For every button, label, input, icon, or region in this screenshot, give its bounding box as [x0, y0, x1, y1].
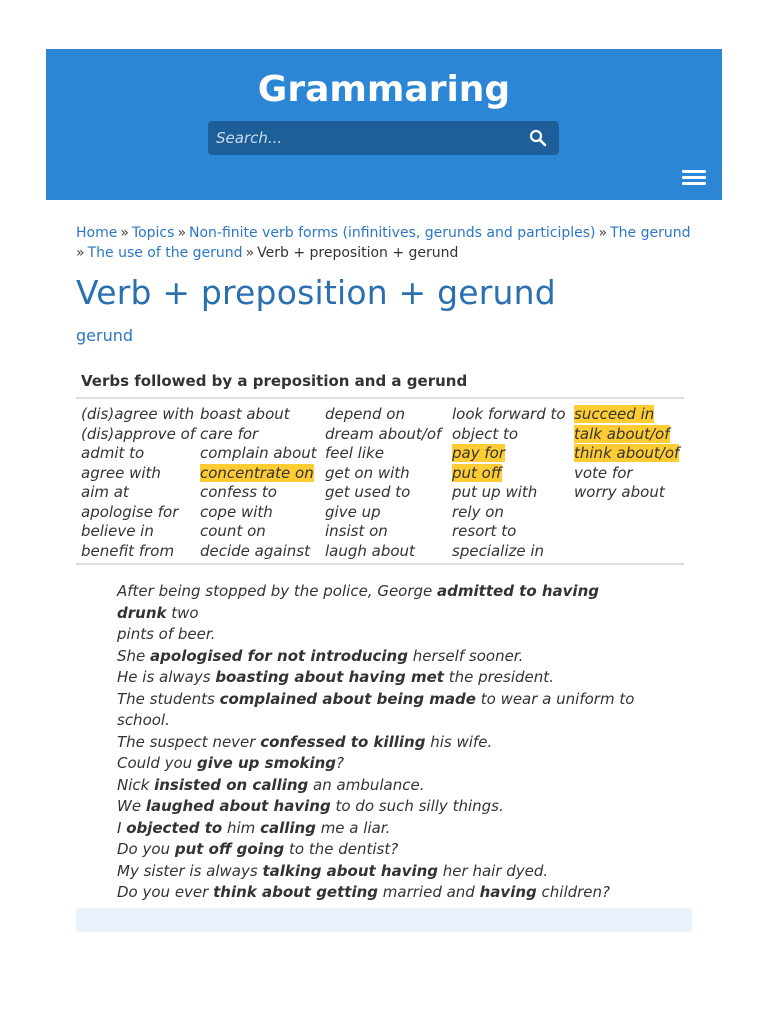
- verb-phrase: [452, 464, 566, 484]
- verb-phrase-text: specialize in: [452, 541, 545, 560]
- verb-phrase-text: boast about: [200, 405, 290, 423]
- verb-phrase-text: rely on: [452, 502, 504, 521]
- example-key-phrase: laughed about having: [145, 797, 331, 815]
- table-caption: Verbs followed by a preposition and a gerund: [81, 372, 468, 390]
- site-title[interactable]: Grammaring: [257, 69, 511, 110]
- highlighted-verb-phrase: put off: [452, 463, 502, 482]
- example-line: [117, 775, 647, 797]
- verb-phrase-text: laugh about: [325, 541, 415, 560]
- verb-phrase-text: confess to: [200, 483, 277, 501]
- example-text: My sister is always: [117, 861, 263, 880]
- example-line: [117, 753, 647, 775]
- highlighted-verb-phrase: succeed in: [574, 405, 655, 423]
- verb-phrase: [452, 542, 566, 562]
- breadcrumb-home[interactable]: Home: [76, 225, 118, 241]
- example-key-phrase: boasting about having met: [215, 668, 444, 686]
- verb-phrase-text: object to: [452, 424, 519, 443]
- example-text: Could you: [117, 754, 197, 772]
- tag-link-gerund[interactable]: gerund: [76, 326, 134, 345]
- example-line: [117, 667, 647, 689]
- example-text: Do you: [117, 840, 175, 858]
- example-line: [117, 646, 647, 668]
- verb-column: [200, 405, 317, 561]
- example-text: me a liar.: [315, 818, 391, 837]
- breadcrumb-the-gerund[interactable]: The gerund: [610, 225, 691, 241]
- example-line: [117, 861, 647, 883]
- breadcrumb-separator: »: [120, 225, 129, 241]
- example-text: He is always: [117, 668, 216, 686]
- highlighted-verb-phrase: concentrate on: [200, 463, 314, 482]
- example-text: school.: [117, 711, 170, 729]
- example-key-phrase: admitted to having drunk: [117, 582, 599, 622]
- verb-phrase-text: resort to: [452, 522, 517, 540]
- verb-phrase-text: (dis)agree with: [81, 405, 195, 423]
- verb-phrase-text: care for: [200, 424, 259, 443]
- verb-phrase-text: count on: [200, 522, 266, 540]
- search-input[interactable]: [216, 121, 516, 155]
- verb-phrase: [81, 483, 195, 503]
- verb-phrase-text: get used to: [325, 483, 411, 501]
- example-text: Do you ever: [117, 883, 214, 901]
- breadcrumb: [76, 223, 696, 263]
- verb-phrase: [81, 425, 195, 445]
- example-text: the president.: [443, 668, 554, 686]
- verb-phrase-text: benefit from: [81, 541, 175, 560]
- verb-column: [574, 405, 679, 503]
- example-line: [117, 732, 647, 754]
- example-text: her hair dyed.: [438, 861, 549, 880]
- search-icon[interactable]: [529, 129, 547, 147]
- verb-phrase: [452, 483, 566, 503]
- example-key-phrase: talking about having: [262, 861, 439, 880]
- verb-phrase: [81, 405, 195, 425]
- breadcrumb-topics[interactable]: Topics: [131, 225, 175, 241]
- example-line: [117, 882, 647, 904]
- breadcrumb-separator: »: [76, 245, 85, 261]
- example-text: his wife.: [425, 732, 493, 751]
- verb-column: [81, 405, 195, 561]
- example-key-phrase: think about getting: [213, 883, 379, 901]
- example-text: The suspect never: [117, 732, 261, 751]
- example-text: an ambulance.: [308, 775, 425, 794]
- related-content-box: [76, 908, 692, 932]
- verb-phrase: [200, 405, 317, 425]
- verb-phrase-text: (dis)approve of: [81, 424, 196, 443]
- verb-phrase: [325, 464, 441, 484]
- example-key-phrase: give up smoking: [196, 754, 337, 772]
- verb-phrase-text: believe in: [81, 522, 154, 540]
- example-text: ?: [336, 754, 345, 772]
- verb-phrase-text: aim at: [81, 483, 129, 501]
- example-text: to the dentist?: [284, 840, 399, 858]
- verb-phrase: [81, 503, 195, 523]
- verb-phrase: [452, 503, 566, 523]
- example-text: We: [117, 797, 146, 815]
- verb-phrase: [200, 464, 317, 484]
- verb-phrase: [81, 464, 195, 484]
- verb-phrase: [200, 425, 317, 445]
- example-line: [117, 796, 647, 818]
- verb-phrase: [81, 542, 195, 562]
- verb-phrase: [81, 522, 195, 542]
- verb-column: [325, 405, 441, 561]
- example-key-phrase: calling: [260, 818, 316, 837]
- search-box: [208, 121, 559, 155]
- example-key-phrase: confessed to killing: [260, 732, 426, 751]
- verb-phrase-text: put up with: [452, 483, 538, 501]
- breadcrumb-current: Verb + preposition + gerund: [257, 245, 459, 261]
- example-key-phrase: put off going: [174, 840, 285, 858]
- menu-bar: [682, 182, 706, 185]
- verb-phrase-text: admit to: [81, 444, 145, 462]
- verb-table: [76, 397, 684, 565]
- example-text: to wear a uniform to: [475, 689, 635, 708]
- verb-phrase-text: vote for: [574, 463, 633, 482]
- example-text: children?: [536, 883, 610, 901]
- verb-phrase: [452, 405, 566, 425]
- example-text: The students: [117, 689, 220, 708]
- verb-phrase: [574, 464, 679, 484]
- verb-phrase-text: insist on: [325, 522, 388, 540]
- verb-phrase: [452, 444, 566, 464]
- highlighted-verb-phrase: pay for: [452, 444, 505, 462]
- verb-phrase: [574, 405, 679, 425]
- verb-column: [452, 405, 566, 561]
- verb-phrase: [574, 425, 679, 445]
- example-text: I: [117, 818, 127, 837]
- breadcrumb-separator: »: [598, 225, 608, 241]
- verb-phrase: [574, 483, 679, 503]
- example-line: [117, 818, 647, 840]
- verb-phrase-text: complain about: [200, 444, 317, 462]
- verb-phrase: [325, 483, 441, 503]
- verb-phrase: [81, 444, 195, 464]
- verb-phrase: [325, 503, 441, 523]
- breadcrumb-separator: »: [245, 245, 255, 261]
- example-text: After being stopped by the police, George: [117, 582, 438, 600]
- breadcrumb-non-finite-verb-forms[interactable]: Non-finite verb forms (infinitives, gerunds and participles): [189, 225, 596, 241]
- example-sentences: [117, 581, 647, 904]
- example-text: married and: [378, 883, 480, 901]
- highlighted-verb-phrase: think about/of: [574, 444, 680, 462]
- example-key-phrase: complained about being made: [219, 689, 476, 708]
- verb-phrase-text: give up: [325, 502, 381, 521]
- verb-phrase-text: dream about/of: [325, 424, 442, 443]
- verb-phrase: [200, 503, 317, 523]
- menu-bar: [682, 170, 706, 173]
- verb-phrase: [325, 425, 441, 445]
- verb-phrase-text: feel like: [325, 444, 384, 462]
- example-text: him: [222, 818, 261, 837]
- breadcrumb-use-of-gerund[interactable]: The use of the gerund: [87, 245, 243, 261]
- example-line: [117, 581, 647, 624]
- example-line: [117, 689, 647, 711]
- site-header: [46, 49, 722, 200]
- page-title: Verb + preposition + gerund: [76, 273, 556, 312]
- example-line: [117, 624, 647, 646]
- example-text: Nick: [117, 775, 155, 794]
- verb-phrase-text: look forward to: [452, 405, 566, 423]
- verb-phrase-text: decide against: [200, 541, 310, 560]
- site-title-container: [46, 68, 722, 112]
- verb-phrase: [325, 444, 441, 464]
- verb-phrase: [200, 542, 317, 562]
- verb-phrase-text: get on with: [325, 463, 410, 482]
- example-text: pints of beer.: [117, 625, 216, 643]
- example-text: herself sooner.: [407, 646, 524, 665]
- verb-phrase-text: apologise for: [81, 502, 179, 521]
- verb-phrase-text: cope with: [200, 502, 273, 521]
- verb-phrase: [325, 522, 441, 542]
- highlighted-verb-phrase: talk about/of: [574, 424, 670, 443]
- menu-bar: [682, 176, 706, 179]
- verb-phrase: [325, 542, 441, 562]
- verb-phrase: [325, 405, 441, 425]
- example-text: to do such silly things.: [330, 797, 504, 815]
- example-key-phrase: apologised for not introducing: [150, 646, 408, 665]
- verb-phrase-text: worry about: [574, 483, 665, 501]
- verb-phrase: [200, 483, 317, 503]
- example-text: She: [117, 646, 151, 665]
- example-key-phrase: having: [479, 883, 537, 901]
- verb-phrase: [574, 444, 679, 464]
- hamburger-menu-icon[interactable]: [682, 170, 706, 188]
- example-key-phrase: objected to: [126, 818, 223, 837]
- verb-phrase: [452, 425, 566, 445]
- example-text: two: [166, 603, 199, 622]
- verb-phrase-text: agree with: [81, 463, 161, 482]
- verb-phrase: [200, 444, 317, 464]
- breadcrumb-separator: »: [177, 225, 187, 241]
- example-line: [117, 710, 647, 732]
- example-line: [117, 839, 647, 861]
- verb-phrase-text: depend on: [325, 405, 405, 423]
- example-key-phrase: insisted on calling: [154, 775, 309, 794]
- verb-phrase: [452, 522, 566, 542]
- verb-phrase: [200, 522, 317, 542]
